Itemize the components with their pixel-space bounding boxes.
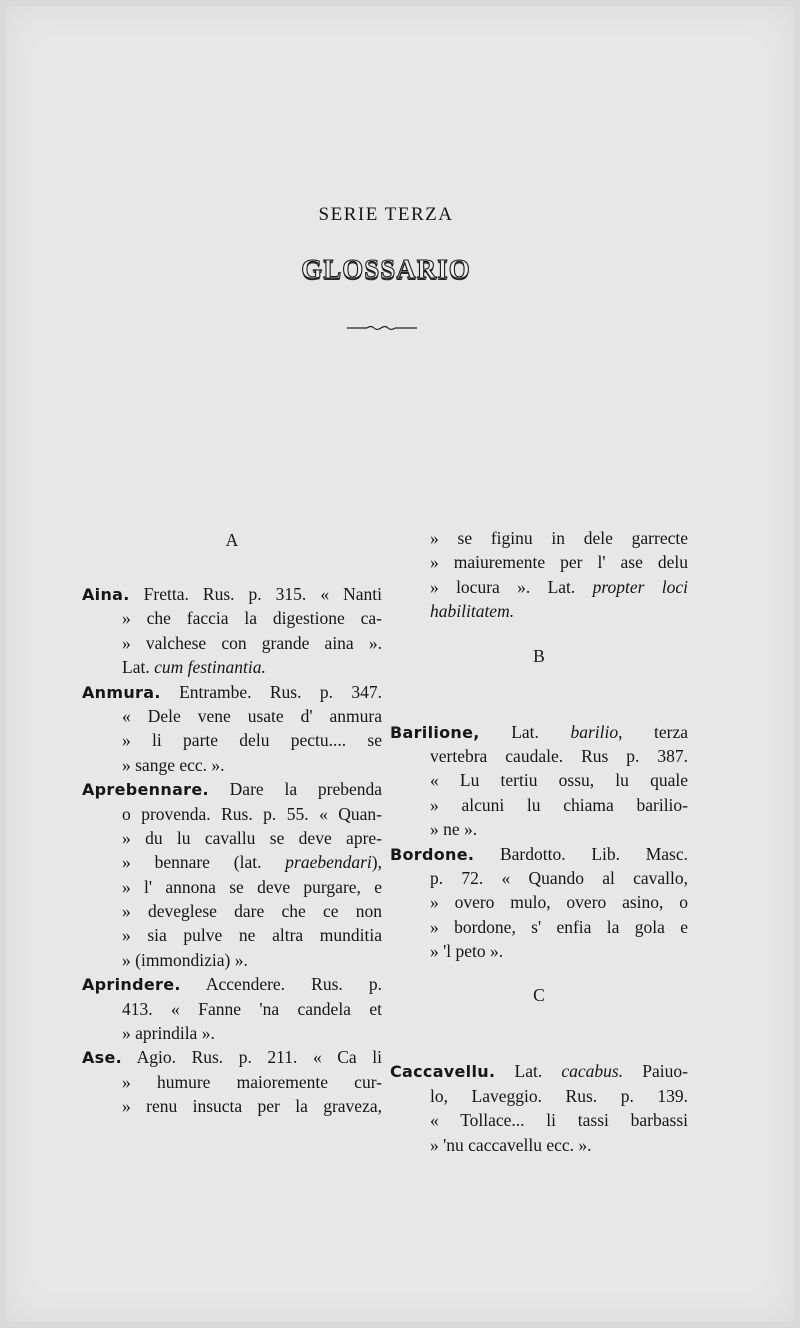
body-text: Lat. bbox=[479, 721, 571, 742]
body-text: » aprindila ». bbox=[122, 1023, 215, 1044]
section-letter-text: A bbox=[225, 530, 239, 550]
body-text: » se figinu in dele garrecte bbox=[430, 528, 688, 548]
entry-continuation-line bbox=[82, 875, 382, 899]
entry-continuation-line bbox=[82, 631, 382, 655]
entry-continuation-line bbox=[82, 1021, 382, 1045]
entry-continuation-line bbox=[390, 575, 688, 599]
entry-continuation-line bbox=[390, 915, 688, 939]
entry-continuation-line bbox=[390, 599, 688, 623]
entry-continuation-line bbox=[82, 1094, 382, 1118]
body-text: , terza bbox=[618, 721, 688, 742]
body-text: Fretta. Rus. p. 315. « Nanti bbox=[129, 584, 382, 604]
body-text: Lat. bbox=[122, 657, 155, 678]
body-text: » che faccia la digestione ca- bbox=[122, 608, 382, 629]
body-text: » alcuni lu chiama barilio- bbox=[430, 794, 688, 815]
entry-continuation-line bbox=[390, 768, 688, 792]
glossary-entry-line bbox=[390, 842, 688, 866]
headword: Barilione, bbox=[390, 722, 480, 742]
body-text: o provenda. Rus. p. 55. « Quan- bbox=[122, 803, 382, 824]
latin-italic-text: habilitatem. bbox=[430, 601, 515, 622]
body-text: » sia pulve ne altra munditia bbox=[122, 925, 382, 946]
section-letter bbox=[390, 963, 688, 1059]
page-title: GLOSSARIO bbox=[301, 254, 471, 284]
glossary-entry-line bbox=[82, 582, 382, 606]
headword: Caccavellu. bbox=[390, 1062, 496, 1082]
section-letter bbox=[390, 624, 688, 720]
entry-continuation-line bbox=[82, 826, 382, 850]
glossary-entry-line bbox=[390, 720, 688, 744]
entry-continuation-line bbox=[390, 526, 688, 550]
body-text: » deveglese dare che ce non bbox=[122, 901, 382, 922]
body-text: » li parte delu pectu.... se bbox=[122, 730, 382, 751]
entry-continuation-line bbox=[82, 1070, 382, 1094]
left-column bbox=[82, 526, 382, 1119]
headword: Aina. bbox=[82, 585, 130, 604]
entry-continuation-line bbox=[82, 606, 382, 630]
entry-continuation-line bbox=[82, 802, 382, 826]
glossary-entry-line bbox=[82, 680, 382, 704]
entry-continuation-line bbox=[82, 850, 382, 874]
headword: Aprebennare. bbox=[82, 780, 209, 800]
body-text: » (immondizia) ». bbox=[122, 949, 248, 970]
body-text: » du lu cavallu se deve apre- bbox=[122, 827, 382, 848]
body-text: » 'l peto ». bbox=[430, 941, 504, 962]
body-text: « Tollace... li tassi barbassi bbox=[430, 1110, 688, 1131]
entry-continuation-line bbox=[82, 899, 382, 923]
body-text: » sange ecc. ». bbox=[122, 754, 225, 775]
entry-continuation-line bbox=[390, 1084, 688, 1108]
body-text: Paiuo- bbox=[623, 1061, 688, 1082]
entry-continuation-line bbox=[82, 728, 382, 752]
headword: Anmura. bbox=[82, 682, 161, 702]
body-text: » bennare (lat. bbox=[122, 852, 286, 873]
latin-italic-text: praebendari bbox=[285, 852, 372, 873]
entry-continuation-line bbox=[390, 939, 688, 963]
body-text: » overo mulo, overo asino, o bbox=[430, 892, 688, 913]
entry-continuation-line bbox=[390, 1133, 688, 1157]
body-text: » locura ». Lat. bbox=[430, 576, 593, 597]
body-text: Entrambe. Rus. p. 347. bbox=[160, 681, 382, 702]
book-page bbox=[6, 6, 794, 1322]
body-text: « Dele vene usate d' anmura bbox=[122, 705, 382, 726]
body-text: p. 72. « Quando al cavallo, bbox=[430, 867, 688, 888]
body-text: » 'nu caccavellu ecc. ». bbox=[430, 1134, 592, 1155]
body-text: » bordone, s' enfia la gola e bbox=[430, 916, 688, 937]
latin-italic-text: propter loci bbox=[592, 576, 688, 597]
body-text: Agio. Rus. p. 211. « Ca li bbox=[122, 1047, 382, 1068]
body-text: » maiuremente per l' ase delu bbox=[430, 552, 688, 573]
entry-continuation-line bbox=[390, 866, 688, 890]
body-text: » renu insucta per la graveza, bbox=[122, 1096, 382, 1117]
headword: Aprindere. bbox=[82, 975, 181, 995]
entry-continuation-line bbox=[82, 753, 382, 777]
body-text: ), bbox=[371, 852, 382, 873]
body-text: » ne ». bbox=[430, 819, 478, 840]
ornament-rule bbox=[347, 325, 417, 331]
latin-italic-text: cum festinantia. bbox=[154, 657, 266, 678]
entry-continuation-line bbox=[390, 550, 688, 574]
glossary-entry-line bbox=[82, 777, 382, 801]
entry-continuation-line bbox=[390, 744, 688, 768]
entry-continuation-line bbox=[390, 817, 688, 841]
body-text: » humure maioremente cur- bbox=[122, 1071, 382, 1092]
body-text: Bardotto. Lib. Masc. bbox=[474, 843, 688, 864]
glossary-entry-line bbox=[390, 1059, 688, 1083]
entry-continuation-line bbox=[82, 997, 382, 1021]
body-text: » l' annona se deve purgare, e bbox=[122, 876, 382, 897]
glossary-entry-line bbox=[82, 1045, 382, 1069]
entry-continuation-line bbox=[390, 890, 688, 914]
entry-continuation-line bbox=[82, 948, 382, 972]
body-text: 413. « Fanne 'na candela et bbox=[122, 998, 382, 1019]
body-text: Lat. bbox=[495, 1061, 562, 1082]
headword: Ase. bbox=[82, 1048, 123, 1068]
latin-italic-text: cacabus. bbox=[561, 1061, 624, 1082]
entry-continuation-line bbox=[82, 923, 382, 947]
entry-continuation-line bbox=[390, 793, 688, 817]
body-text: lo, Laveggio. Rus. p. 139. bbox=[430, 1085, 688, 1106]
right-column bbox=[390, 526, 688, 1157]
entry-continuation-line bbox=[82, 655, 382, 679]
section-letter bbox=[82, 526, 382, 582]
glossary-entry-line bbox=[82, 972, 382, 996]
body-text: Dare la prebenda bbox=[208, 779, 382, 800]
entry-continuation-line bbox=[390, 1108, 688, 1132]
section-letter-text: C bbox=[533, 985, 545, 1006]
body-text: Accendere. Rus. p. bbox=[180, 974, 382, 995]
section-letter-text: B bbox=[533, 645, 545, 666]
latin-italic-text: barilio bbox=[570, 721, 619, 742]
headword: Bordone. bbox=[390, 844, 475, 864]
entry-continuation-line bbox=[82, 704, 382, 728]
body-text: » valchese con grande aina ». bbox=[122, 632, 382, 653]
body-text: vertebra caudale. Rus p. 387. bbox=[430, 745, 688, 766]
series-heading: SERIE TERZA bbox=[318, 204, 454, 225]
body-text: « Lu tertiu ossu, lu quale bbox=[430, 770, 688, 791]
